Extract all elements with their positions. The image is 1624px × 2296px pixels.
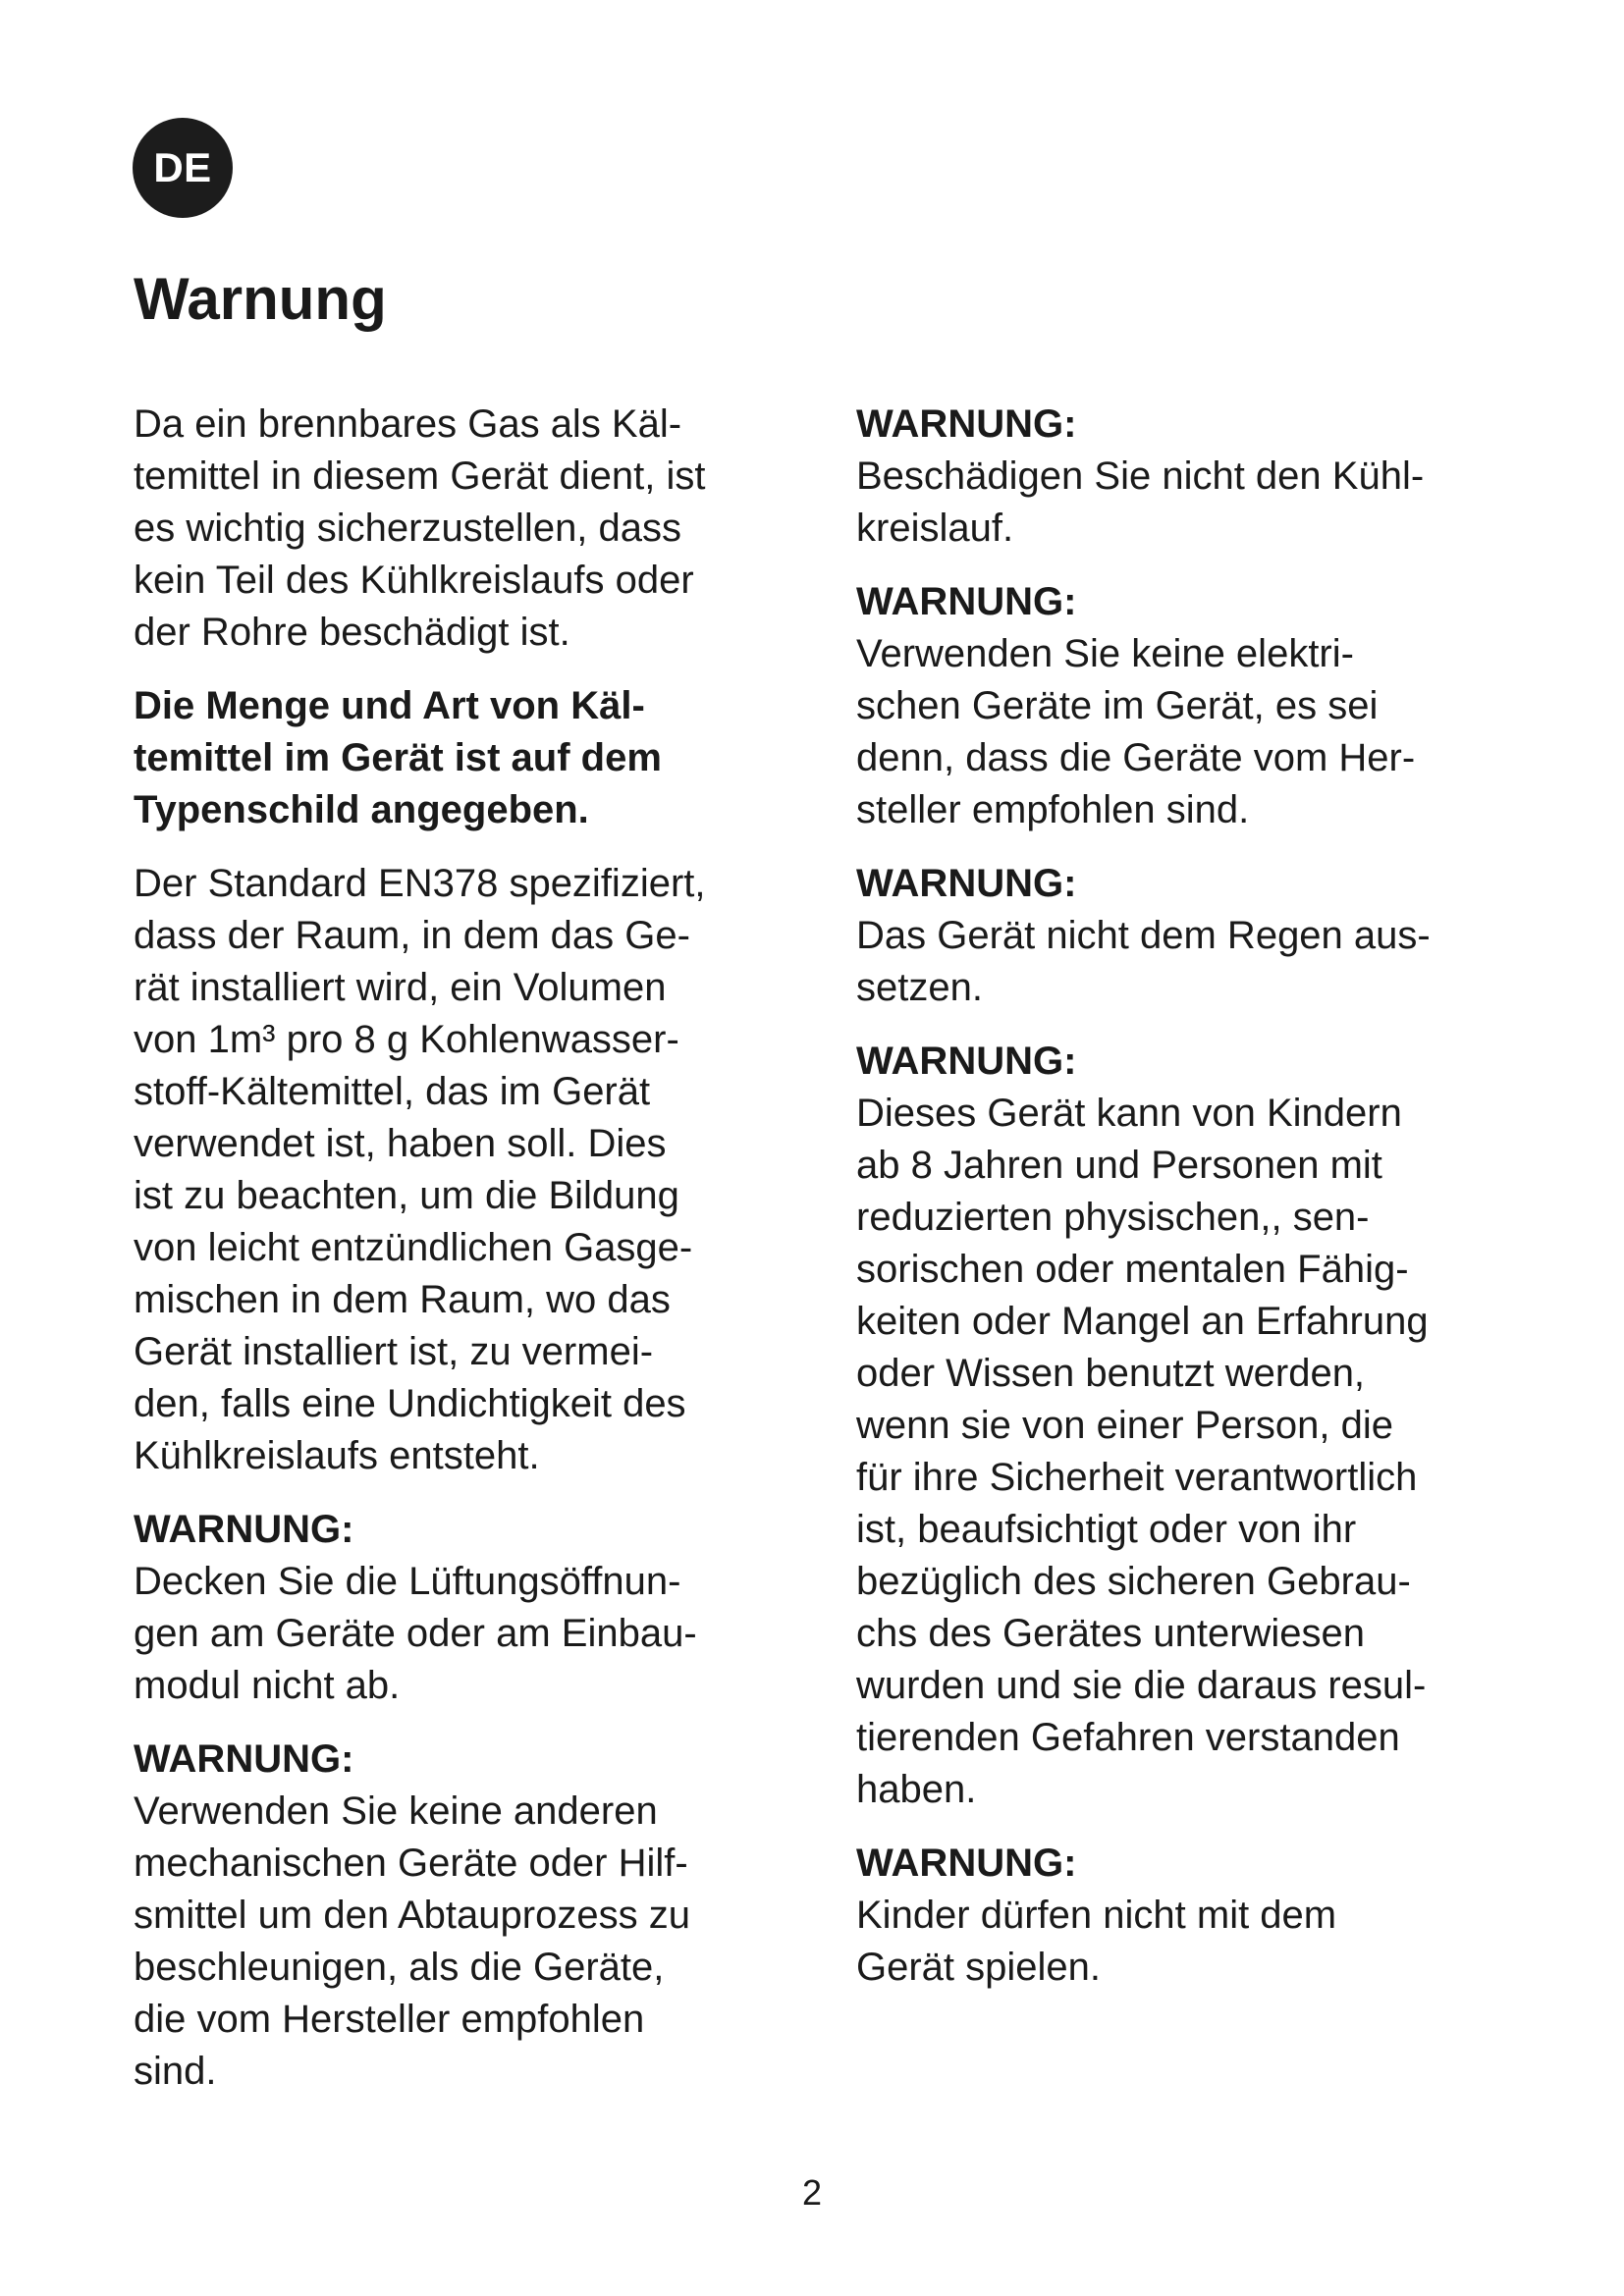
warning-text: Decken Sie die Lüftungsöffnun- gen am Geräte oder am Einbau- modul nicht ab. xyxy=(134,1560,697,1707)
warning-block xyxy=(856,576,1524,836)
warning-text: Kinder dürfen nicht mit dem Gerät spielen. xyxy=(856,1894,1337,1989)
warning-block xyxy=(856,858,1524,1014)
warning-text: Dieses Gerät kann von Kindern ab 8 Jahren und Personen mit reduzierten physischen,, sen- sorischen oder mentalen Fähig- keiten oder Mangel an Erfahrung oder Wissen benutzt werden, wenn sie von einer Person, die für ihre Sicherheit verantwortlich ist, beaufsichtigt oder von ihr bezüglich des sicheren Gebrau- chs des Gerätes unterwiesen wurden und sie die daraus resul- tierenden Gefahren verstanden haben. xyxy=(856,1092,1429,1811)
warning-label: WARNUNG: xyxy=(856,1842,1077,1885)
intro-paragraph: Da ein brennbares Gas als Käl- temittel in diesem Gerät dient, ist es wichtig sicherzustellen, dass kein Teil des Kühlkreislaufs oder der Rohre beschädigt ist. xyxy=(134,402,706,654)
warning-text: Das Gerät nicht dem Regen aus- setzen. xyxy=(856,914,1431,1009)
warning-block xyxy=(856,1838,1524,1994)
warning-label: WARNUNG: xyxy=(856,1040,1077,1083)
left-column xyxy=(134,399,801,2119)
warning-text: Verwenden Sie keine anderen mechanischen Geräte oder Hilf- smittel um den Abtauprozess zu beschleunigen, als die Geräte, die vom Hersteller empfohlen sind. xyxy=(134,1789,690,2093)
warning-block xyxy=(134,1734,801,2098)
warning-block xyxy=(856,399,1524,555)
standard-paragraph: Der Standard EN378 spezifiziert, dass der Raum, in dem das Ge- rät installiert wird, ein Volumen von 1m³ pro 8 g Kohlenwasser- stoff-Kältemittel, das im Gerät verwendet ist, haben soll. Dies ist zu beachten, um die Bildung von leicht entzündlichen Gasge- mischen in dem Raum, wo das Gerät installiert ist, zu vermei- den, falls eine Undichtigkeit des Kühlkreislaufs entsteht. xyxy=(134,862,706,1477)
warning-label: WARNUNG: xyxy=(134,1737,354,1781)
language-badge: DE xyxy=(133,118,233,218)
refrigerant-note: Die Menge und Art von Käl- temittel im Gerät ist auf dem Typenschild angegeben. xyxy=(134,684,662,831)
warning-block xyxy=(134,1504,801,1712)
right-column xyxy=(856,399,1524,2015)
warning-label: WARNUNG: xyxy=(134,1508,354,1551)
warning-label: WARNUNG: xyxy=(856,402,1077,446)
page-title: Warnung xyxy=(134,266,387,332)
warning-text: Beschädigen Sie nicht den Kühl- kreislauf. xyxy=(856,454,1425,550)
warning-block xyxy=(856,1036,1524,1816)
page-number: 2 xyxy=(801,2172,823,2213)
warning-text: Verwenden Sie keine elektri- schen Geräte im Gerät, es sei denn, dass die Geräte vom Her- steller empfohlen sind. xyxy=(856,632,1416,831)
warning-label: WARNUNG: xyxy=(856,580,1077,623)
warning-label: WARNUNG: xyxy=(856,862,1077,905)
